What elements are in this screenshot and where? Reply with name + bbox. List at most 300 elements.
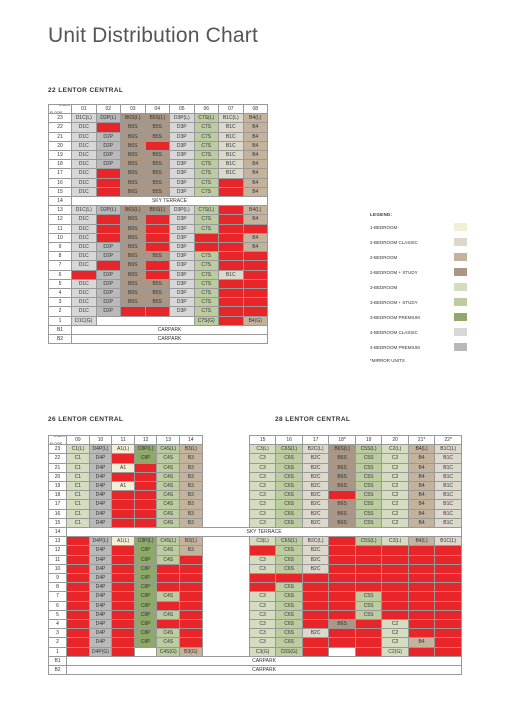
unit-cell: C8P bbox=[134, 610, 157, 619]
unit-cell: C4S bbox=[157, 463, 180, 472]
unit-cell: B6S bbox=[329, 454, 356, 463]
floor-row bbox=[49, 325, 268, 334]
sky-terrace: SKY TERRACE bbox=[72, 197, 268, 206]
floor-number: 10 bbox=[49, 564, 67, 573]
unit-cell: B3 bbox=[180, 463, 203, 472]
unit-cell: B1C(L) bbox=[435, 445, 462, 454]
unit-cell-sold: B1C bbox=[219, 224, 244, 233]
unit-cell: B3(L) bbox=[180, 445, 203, 454]
unit-cell: D3P bbox=[170, 132, 195, 141]
stack-floor-header bbox=[49, 436, 67, 445]
unit-cell: B4 bbox=[243, 141, 268, 150]
unit-cell-sold: A1 bbox=[112, 472, 135, 481]
unit-cell: C7S(L) bbox=[194, 114, 219, 123]
unit-cell: D3P bbox=[170, 233, 195, 242]
unit-cell: B6S bbox=[121, 289, 146, 298]
floor-row bbox=[49, 482, 462, 491]
unit-cell-sold: C8P bbox=[134, 509, 157, 518]
unit-cell-sold: C3 bbox=[249, 546, 276, 555]
unit-cell: B5S bbox=[145, 279, 170, 288]
unit-cell: D2P bbox=[96, 279, 121, 288]
floor-row bbox=[49, 564, 462, 573]
unit-cell: D2P bbox=[96, 298, 121, 307]
unit-cell-sold: B1C bbox=[435, 638, 462, 647]
floor-row bbox=[49, 178, 268, 187]
unit-cell: B1C bbox=[219, 132, 244, 141]
unit-cell: C3 bbox=[249, 610, 276, 619]
building-26-title: 26 LENTOR CENTRAL bbox=[48, 416, 124, 423]
unit-cell-sold: B4 bbox=[243, 224, 268, 233]
unit-cell-sold: B4 bbox=[408, 546, 435, 555]
gap bbox=[202, 445, 249, 454]
unit-cell: B6S bbox=[121, 215, 146, 224]
unit-cell-sold: B3 bbox=[180, 610, 203, 619]
floor-row bbox=[49, 114, 268, 123]
unit-cell: C2 bbox=[382, 620, 409, 629]
unit-cell: B6S bbox=[121, 178, 146, 187]
floor-row bbox=[49, 169, 268, 178]
unit-cell-sold: B4 bbox=[243, 289, 268, 298]
unit-cell: C3 bbox=[249, 509, 276, 518]
floor-number: 1 bbox=[49, 647, 67, 656]
legend-item bbox=[370, 253, 470, 268]
legend-item bbox=[370, 268, 470, 283]
floor-number: 12 bbox=[49, 215, 72, 224]
unit-cell: B6S(L) bbox=[329, 445, 356, 454]
unit-cell: C8P bbox=[134, 546, 157, 555]
floor-row bbox=[49, 454, 462, 463]
unit-cell-sold: C2 bbox=[382, 601, 409, 610]
unit-cell-sold: A1 bbox=[112, 500, 135, 509]
floor-number: 9 bbox=[49, 574, 67, 583]
unit-cell: C2 bbox=[382, 491, 409, 500]
unit-cell: C6S bbox=[276, 583, 303, 592]
unit-cell: B6S bbox=[121, 187, 146, 196]
unit-cell: C6S bbox=[276, 454, 303, 463]
unit-cell: C1 bbox=[67, 491, 90, 500]
unit-cell bbox=[134, 647, 157, 656]
unit-cell: B2C bbox=[302, 546, 329, 555]
unit-cell: B1C bbox=[219, 141, 244, 150]
gap bbox=[202, 555, 249, 564]
unit-cell-sold: B1C bbox=[435, 629, 462, 638]
unit-cell: C3(L) bbox=[249, 445, 276, 454]
unit-cell: D4P bbox=[89, 546, 112, 555]
unit-cell: B4 bbox=[243, 160, 268, 169]
floor-row bbox=[49, 638, 462, 647]
floor-number: 5 bbox=[49, 279, 72, 288]
unit-cell: C6S bbox=[276, 555, 303, 564]
unit-cell: B2C bbox=[302, 564, 329, 573]
unit-cell-sold: D2P bbox=[96, 123, 121, 132]
unit-cell bbox=[96, 316, 194, 325]
unit-cell-sold: B1C bbox=[219, 187, 244, 196]
unit-cell: D4P bbox=[89, 574, 112, 583]
unit-cell: C7S bbox=[194, 261, 219, 270]
unit-cell-sold: C2 bbox=[382, 555, 409, 564]
unit-cell: B2C bbox=[302, 491, 329, 500]
unit-cell: C6S bbox=[276, 500, 303, 509]
unit-cell-sold: B5S bbox=[145, 141, 170, 150]
floor-row bbox=[49, 463, 462, 472]
unit-cell: D4P bbox=[89, 629, 112, 638]
unit-cell: B2C bbox=[302, 555, 329, 564]
floor-number: 22 bbox=[49, 123, 72, 132]
unit-cell: C2 bbox=[382, 518, 409, 527]
unit-cell-sold: C4S bbox=[157, 564, 180, 573]
unit-cell: D4P bbox=[89, 472, 112, 481]
unit-cell-sold: B1C bbox=[219, 289, 244, 298]
unit-cell: D4P(L) bbox=[89, 445, 112, 454]
unit-cell: D2P(L) bbox=[96, 206, 121, 215]
gap bbox=[202, 592, 249, 601]
unit-cell: C5S bbox=[355, 518, 382, 527]
unit-cell bbox=[329, 647, 356, 656]
unit-cell: B5S(L) bbox=[145, 206, 170, 215]
unit-cell: D3P bbox=[170, 160, 195, 169]
floor-row bbox=[49, 509, 462, 518]
unit-cell: C4S bbox=[157, 592, 180, 601]
floor-number: 4 bbox=[49, 289, 72, 298]
unit-cell-sold: B6S bbox=[329, 638, 356, 647]
unit-cell: B3(G) bbox=[180, 647, 203, 656]
legend-item bbox=[370, 313, 470, 328]
unit-cell: C7S bbox=[194, 298, 219, 307]
floor-number: B2 bbox=[49, 335, 72, 344]
legend-item bbox=[370, 238, 470, 253]
floor-label: FLOOR bbox=[50, 111, 63, 114]
unit-cell: B4 bbox=[408, 454, 435, 463]
gap bbox=[202, 509, 249, 518]
unit-cell-sold: B2C bbox=[302, 610, 329, 619]
unit-cell: B3 bbox=[180, 500, 203, 509]
unit-cell-sold: C1 bbox=[67, 555, 90, 564]
unit-cell: D4P bbox=[89, 500, 112, 509]
unit-cell-sold: B4 bbox=[243, 307, 268, 316]
unit-cell-sold: A1 bbox=[112, 620, 135, 629]
stack-number: 03 bbox=[121, 105, 146, 114]
unit-cell: C8P bbox=[134, 574, 157, 583]
unit-cell: C7S bbox=[194, 141, 219, 150]
floor-number: 12 bbox=[49, 546, 67, 555]
unit-cell-sold: B2C bbox=[302, 601, 329, 610]
unit-cell-sold: B1C bbox=[219, 298, 244, 307]
unit-cell: C6S bbox=[276, 592, 303, 601]
unit-cell: B5S bbox=[145, 289, 170, 298]
unit-cell-sold: A1 bbox=[112, 546, 135, 555]
unit-cell-sold: B3 bbox=[180, 564, 203, 573]
floor-number: 21 bbox=[49, 463, 67, 472]
unit-cell-sold: A1 bbox=[112, 629, 135, 638]
unit-cell: B6S bbox=[329, 509, 356, 518]
floor-row bbox=[49, 666, 462, 675]
unit-cell-sold: B4 bbox=[243, 270, 268, 279]
unit-cell-sold: B5S bbox=[145, 215, 170, 224]
legend-item bbox=[370, 298, 470, 313]
unit-cell: B6S bbox=[121, 279, 146, 288]
unit-cell: D3P bbox=[170, 279, 195, 288]
floor-number: 18 bbox=[49, 160, 72, 169]
unit-cell-sold: A1(G) bbox=[112, 647, 135, 656]
unit-cell: C6S bbox=[276, 546, 303, 555]
legend-item bbox=[370, 328, 470, 343]
unit-cell: C5S bbox=[355, 509, 382, 518]
unit-cell: D2P bbox=[96, 160, 121, 169]
unit-cell: C3 bbox=[249, 601, 276, 610]
unit-cell: D4P bbox=[89, 583, 112, 592]
unit-cell: B4(L) bbox=[408, 537, 435, 546]
unit-cell-sold: B3 bbox=[180, 601, 203, 610]
floor-number: 17 bbox=[49, 500, 67, 509]
unit-cell-sold: C1 bbox=[67, 601, 90, 610]
unit-cell-sold: C5S bbox=[355, 555, 382, 564]
unit-cell: B4 bbox=[408, 509, 435, 518]
unit-cell: B4 bbox=[243, 187, 268, 196]
floor-row bbox=[49, 197, 268, 206]
floor-row bbox=[49, 261, 268, 270]
page-title: Unit Distribution Chart bbox=[48, 24, 259, 47]
stack-number: 05 bbox=[170, 105, 195, 114]
unit-cell: D4P bbox=[89, 518, 112, 527]
unit-cell: B6S bbox=[329, 620, 356, 629]
floor-row bbox=[49, 335, 268, 344]
gap bbox=[202, 518, 249, 527]
unit-cell: C2 bbox=[382, 509, 409, 518]
unit-cell: D2P bbox=[96, 141, 121, 150]
unit-cell-sold: C1 bbox=[67, 610, 90, 619]
unit-cell: B6S bbox=[121, 141, 146, 150]
unit-cell: C1 bbox=[67, 518, 90, 527]
unit-cell: B3 bbox=[180, 472, 203, 481]
unit-cell-sold bbox=[67, 647, 90, 656]
unit-cell: C2(L) bbox=[382, 537, 409, 546]
unit-cell-sold: C4S bbox=[157, 583, 180, 592]
unit-cell-sold: C5S bbox=[355, 546, 382, 555]
unit-cell: C7S bbox=[194, 132, 219, 141]
unit-cell: D3P bbox=[170, 252, 195, 261]
unit-cell: C4S bbox=[157, 482, 180, 491]
legend-swatch bbox=[454, 298, 467, 306]
unit-cell: C1(L) bbox=[67, 445, 90, 454]
unit-cell: C8P bbox=[134, 555, 157, 564]
stack-number: 10 bbox=[89, 436, 112, 445]
stack-floor-header bbox=[49, 105, 72, 114]
unit-cell-sold: B6S bbox=[329, 592, 356, 601]
unit-cell: D3P bbox=[170, 151, 195, 160]
unit-cell: C3(L) bbox=[249, 537, 276, 546]
unit-cell: C6S(L) bbox=[276, 445, 303, 454]
unit-cell-sold: B1C bbox=[219, 261, 244, 270]
floor-number: 14 bbox=[49, 528, 67, 537]
unit-cell-sold: C4S bbox=[157, 574, 180, 583]
gap bbox=[202, 454, 249, 463]
stack-number: 22* bbox=[435, 436, 462, 445]
unit-cell: D3P bbox=[170, 261, 195, 270]
unit-cell: D3P bbox=[170, 215, 195, 224]
unit-cell: C8P bbox=[134, 592, 157, 601]
unit-cell: D1C bbox=[72, 160, 97, 169]
unit-cell: B6S bbox=[121, 243, 146, 252]
unit-cell-sold: A1 bbox=[112, 583, 135, 592]
unit-cell-sold: B6S(L) bbox=[329, 537, 356, 546]
unit-cell: B6S bbox=[121, 169, 146, 178]
unit-cell-sold: B4 bbox=[243, 261, 268, 270]
unit-cell: B6S bbox=[121, 298, 146, 307]
unit-cell: B1C bbox=[435, 500, 462, 509]
unit-cell: B1C bbox=[219, 160, 244, 169]
unit-cell: C7S bbox=[194, 270, 219, 279]
unit-cell: C3 bbox=[249, 500, 276, 509]
unit-cell: C2 bbox=[382, 629, 409, 638]
unit-cell: C7S bbox=[194, 307, 219, 316]
unit-cell: D4P bbox=[89, 463, 112, 472]
floor-row bbox=[49, 151, 268, 160]
unit-cell: C5S(L) bbox=[355, 537, 382, 546]
unit-cell-sold: B2C bbox=[302, 638, 329, 647]
unit-cell: C5S bbox=[355, 500, 382, 509]
unit-cell: B5S bbox=[145, 187, 170, 196]
legend-swatch bbox=[454, 268, 467, 276]
gap bbox=[202, 583, 249, 592]
unit-cell: B4 bbox=[243, 178, 268, 187]
unit-cell: C5S bbox=[355, 491, 382, 500]
unit-cell-sold: A1 bbox=[112, 638, 135, 647]
stack-number: 21* bbox=[408, 436, 435, 445]
floor-row bbox=[49, 445, 462, 454]
carpark: CARPARK bbox=[67, 666, 462, 675]
unit-cell-sold: B6S bbox=[329, 491, 356, 500]
unit-cell-sold: C2 bbox=[382, 564, 409, 573]
unit-cell: C7S bbox=[194, 279, 219, 288]
unit-cell-sold: B6S bbox=[329, 555, 356, 564]
unit-cell-sold: B1C bbox=[219, 252, 244, 261]
unit-cell-sold: C1 bbox=[67, 620, 90, 629]
unit-cell-sold: B4 bbox=[408, 555, 435, 564]
unit-cell: B5S bbox=[145, 169, 170, 178]
unit-cell: B2C bbox=[302, 472, 329, 481]
unit-cell: D4P bbox=[89, 610, 112, 619]
unit-cell: C8P(L) bbox=[134, 537, 157, 546]
unit-cell: D1C bbox=[72, 224, 97, 233]
unit-cell-sold: B4 bbox=[408, 583, 435, 592]
floor-row bbox=[49, 224, 268, 233]
unit-cell-sold: C2 bbox=[382, 583, 409, 592]
unit-cell-sold: D1C bbox=[72, 270, 97, 279]
unit-cell: C7S bbox=[194, 252, 219, 261]
unit-cell: B2C bbox=[302, 518, 329, 527]
unit-cell: C3 bbox=[249, 564, 276, 573]
floor-row bbox=[49, 583, 462, 592]
unit-cell: D3P bbox=[170, 270, 195, 279]
unit-cell: D4P(G) bbox=[89, 647, 112, 656]
unit-cell-sold: A1 bbox=[112, 592, 135, 601]
floor-number: 7 bbox=[49, 592, 67, 601]
unit-cell-sold: B4 bbox=[408, 601, 435, 610]
gap bbox=[202, 546, 249, 555]
floor-number: 8 bbox=[49, 252, 72, 261]
carpark: CARPARK bbox=[72, 335, 268, 344]
unit-cell: C5S bbox=[355, 454, 382, 463]
stack-number: 11 bbox=[112, 436, 135, 445]
legend-swatch bbox=[454, 283, 467, 291]
unit-cell: B4 bbox=[243, 123, 268, 132]
unit-cell-sold: B5S bbox=[145, 224, 170, 233]
floor-row bbox=[49, 233, 268, 242]
gap bbox=[202, 574, 249, 583]
unit-cell-sold: B4 bbox=[243, 252, 268, 261]
unit-cell: C6S bbox=[276, 610, 303, 619]
floor-number: 7 bbox=[49, 261, 72, 270]
unit-cell: B4 bbox=[408, 518, 435, 527]
unit-cell-sold: C5S bbox=[355, 574, 382, 583]
unit-cell: C8P bbox=[134, 564, 157, 573]
unit-cell: B1C bbox=[219, 169, 244, 178]
unit-cell: B3 bbox=[180, 491, 203, 500]
building-22-title: 22 LENTOR CENTRAL bbox=[48, 87, 124, 94]
floor-row bbox=[49, 491, 462, 500]
floor-number: 20 bbox=[49, 472, 67, 481]
unit-cell: C2(L) bbox=[382, 445, 409, 454]
unit-cell: C6S bbox=[276, 620, 303, 629]
unit-cell: D4P bbox=[89, 620, 112, 629]
unit-cell: B4 bbox=[408, 463, 435, 472]
unit-cell-sold: C5S bbox=[355, 620, 382, 629]
legend-item bbox=[370, 343, 470, 358]
unit-cell-sold: B1C bbox=[219, 279, 244, 288]
unit-cell: B4(L) bbox=[408, 445, 435, 454]
unit-cell: C4S bbox=[157, 546, 180, 555]
floor-number: 13 bbox=[49, 206, 72, 215]
legend-item bbox=[370, 223, 470, 238]
stack-number: 17 bbox=[302, 436, 329, 445]
unit-cell: C4S bbox=[157, 518, 180, 527]
unit-cell-sold: B1C bbox=[219, 243, 244, 252]
unit-cell: B4(L) bbox=[243, 206, 268, 215]
unit-cell: C7S bbox=[194, 215, 219, 224]
gap bbox=[202, 436, 249, 445]
unit-cell: B2C bbox=[302, 509, 329, 518]
gap bbox=[202, 647, 249, 656]
unit-cell: B1C bbox=[435, 454, 462, 463]
unit-cell: D1C bbox=[72, 243, 97, 252]
unit-cell: D4P bbox=[89, 555, 112, 564]
unit-cell-sold bbox=[435, 647, 462, 656]
unit-cell: C6S bbox=[276, 629, 303, 638]
unit-cell: D4P bbox=[89, 592, 112, 601]
stack-number: 01 bbox=[72, 105, 97, 114]
unit-cell: D1C bbox=[72, 123, 97, 132]
unit-cell-sold: C4S bbox=[157, 601, 180, 610]
unit-cell: C7S(G) bbox=[194, 316, 219, 325]
gap bbox=[202, 491, 249, 500]
floor-row bbox=[49, 518, 462, 527]
unit-cell-sold: C8P bbox=[134, 482, 157, 491]
floor-row bbox=[49, 215, 268, 224]
unit-cell: D3P bbox=[170, 243, 195, 252]
unit-cell-sold: C2 bbox=[382, 610, 409, 619]
unit-cell: D4P bbox=[89, 482, 112, 491]
unit-cell: C3 bbox=[249, 629, 276, 638]
floor-number: B1 bbox=[49, 325, 72, 334]
unit-cell: C4S bbox=[157, 491, 180, 500]
legend-item-label: 3-BEDROOM + STUDY bbox=[370, 300, 418, 305]
unit-cell: C8P bbox=[134, 638, 157, 647]
unit-cell: D2P bbox=[96, 243, 121, 252]
stack-label: STACK bbox=[53, 435, 66, 438]
unit-cell-sold: C8P bbox=[134, 500, 157, 509]
stack-number: 07 bbox=[219, 105, 244, 114]
unit-cell: C2 bbox=[382, 454, 409, 463]
